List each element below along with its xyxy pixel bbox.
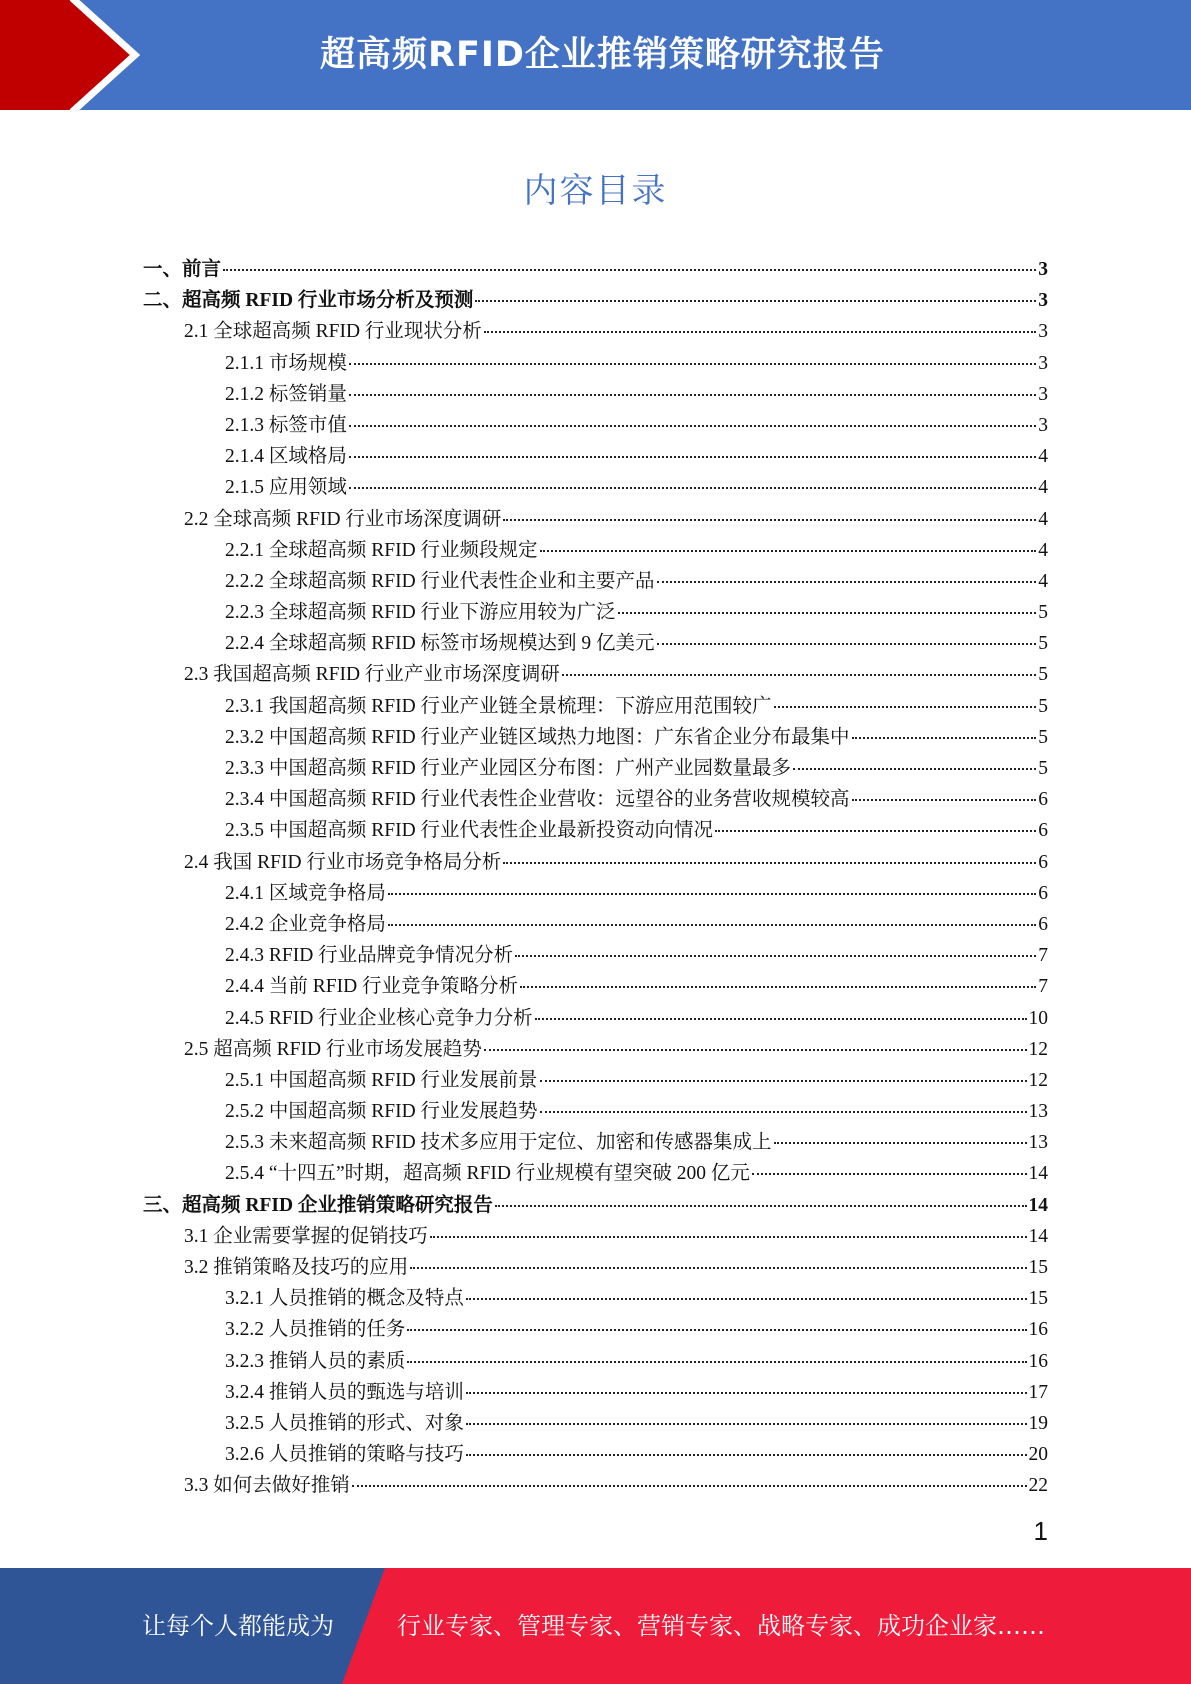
toc-entry-page: 13 [1028, 1132, 1048, 1154]
toc-entry-page: 10 [1028, 1007, 1048, 1029]
toc-entry[interactable] [143, 878, 1048, 909]
toc-entry[interactable] [143, 1127, 1048, 1158]
toc-entry-page: 7 [1038, 976, 1048, 998]
toc-dot-leader [503, 519, 1036, 521]
toc-entry-text: 3.2 推销策略及技巧的应用 [184, 1257, 409, 1278]
toc-entry-page: 6 [1038, 882, 1048, 904]
toc-entry-page: 19 [1028, 1412, 1048, 1434]
toc-entry-page: 14 [1028, 1194, 1048, 1216]
toc-dot-leader [223, 269, 1036, 271]
toc-entry-page: 7 [1038, 945, 1048, 967]
toc-entry-text: 3.2.1 人员推销的概念及特点 [225, 1288, 464, 1310]
toc-dot-leader [562, 674, 1036, 676]
toc-entry[interactable] [143, 691, 1048, 722]
toc-entry-text: 三、超高频 RFID 企业推销策略研究报告 [143, 1194, 493, 1216]
toc-entry-page: 5 [1038, 664, 1048, 686]
toc-entry-text: 2.1.1 市场规模 [225, 352, 347, 374]
toc-entry-page: 3 [1038, 290, 1048, 312]
toc-entry-text: 3.2.3 推销人员的素质 [225, 1350, 406, 1372]
toc-entry-text: 2.5.1 中国超高频 RFID 行业发展前景 [225, 1069, 538, 1091]
toc-entry-page: 5 [1038, 726, 1048, 748]
toc-dot-leader [466, 1454, 1027, 1456]
toc-entry-text: 一、前言 [143, 259, 222, 280]
toc-entry[interactable] [143, 472, 1048, 503]
toc-entry-text: 2.3.4 中国超高频 RFID 行业代表性企业营收：远望谷的业务营收规模较高 [225, 789, 850, 811]
toc-dot-leader [388, 893, 1036, 895]
toc-entry[interactable] [143, 348, 1048, 379]
toc-dot-leader [475, 300, 1036, 302]
toc-entry-text: 2.3.2 中国超高频 RFID 行业产业链区域热力地图：广东省企业分布最集中 [225, 726, 850, 748]
toc-entry-page: 5 [1038, 602, 1048, 624]
toc-entry[interactable] [143, 659, 1048, 690]
toc-entry-text: 2.2.3 全球超高频 RFID 行业下游应用较为广泛 [225, 602, 616, 624]
toc-entry[interactable] [143, 597, 1048, 628]
toc-entry-page: 4 [1038, 539, 1048, 561]
footer-slogan-left: 让每个人都能成为 [142, 1612, 334, 1640]
toc-entry-text: 2.4.4 当前 RFID 行业竞争策略分析 [225, 976, 519, 998]
toc-entry-page: 5 [1038, 758, 1048, 779]
toc-dot-leader [520, 986, 1036, 988]
toc-entry-page: 17 [1028, 1381, 1048, 1403]
toc-dot-leader [388, 924, 1036, 926]
toc-entry[interactable] [143, 254, 1048, 285]
toc-dot-leader [540, 550, 1037, 552]
toc-entry[interactable] [143, 971, 1048, 1002]
toc-entry-text: 2.1 全球超高频 RFID 行业现状分析 [184, 321, 482, 343]
red-arrow-decoration [0, 0, 160, 110]
toc-entry-text: 2.4.2 企业竞争格局 [225, 913, 386, 935]
toc-entry[interactable] [143, 285, 1048, 316]
toc-entry-page: 3 [1038, 259, 1048, 280]
toc-entry[interactable] [143, 410, 1048, 441]
toc-entry-text: 2.2.1 全球超高频 RFID 行业频段规定 [225, 539, 538, 561]
toc-entry[interactable] [143, 753, 1048, 784]
toc-entry[interactable] [143, 1470, 1048, 1501]
header-banner [0, 0, 1191, 110]
toc-entry-text: 2.1.2 标签销量 [225, 383, 347, 405]
toc-entry[interactable] [143, 1314, 1048, 1345]
toc-entry[interactable] [143, 784, 1048, 815]
toc-dot-leader [657, 581, 1037, 583]
toc-entry[interactable] [143, 1439, 1048, 1470]
toc-entry-text: 2.4.5 RFID 行业企业核心竞争力分析 [225, 1007, 533, 1029]
toc-entry-page: 4 [1038, 446, 1048, 468]
toc-entry[interactable] [143, 1346, 1048, 1377]
toc-entry[interactable] [143, 1096, 1048, 1127]
toc-entry-text: 2.5.2 中国超高频 RFID 行业发展趋势 [225, 1101, 538, 1123]
toc-entry-text: 2.1.4 区域格局 [225, 446, 347, 468]
toc-dot-leader [410, 1267, 1026, 1269]
toc-dot-leader [466, 1392, 1027, 1394]
toc-entry-text: 2.5 超高频 RFID 行业市场发展趋势 [184, 1038, 482, 1060]
toc-entry[interactable] [143, 847, 1048, 878]
toc-entry[interactable] [143, 1377, 1048, 1408]
toc-entry-page: 15 [1028, 1288, 1048, 1310]
toc-entry-page: 6 [1038, 851, 1048, 873]
toc-entry[interactable] [143, 815, 1048, 846]
toc-entry-text: 2.2.2 全球超高频 RFID 行业代表性企业和主要产品 [225, 570, 655, 592]
toc-entry-text: 3.2.2 人员推销的任务 [225, 1319, 406, 1341]
toc-dot-leader [352, 1485, 1027, 1487]
toc-entry-page: 13 [1028, 1101, 1048, 1123]
toc-entry-text: 3.2.5 人员推销的形式、对象 [225, 1412, 464, 1434]
toc-entry[interactable] [143, 1158, 1048, 1189]
toc-entry-page: 14 [1028, 1163, 1048, 1185]
toc-entry-text: 2.3.5 中国超高频 RFID 行业代表性企业最新投资动向情况 [225, 820, 714, 842]
toc-dot-leader [752, 1173, 1027, 1175]
toc-entry-page: 4 [1038, 570, 1048, 592]
toc-entry[interactable] [143, 1283, 1048, 1314]
toc-entry[interactable] [143, 441, 1048, 472]
toc-dot-leader [407, 1361, 1026, 1363]
toc-entry-text: 2.3.1 我国超高频 RFID 行业产业链全景梳理：下游应用范围较广 [225, 695, 772, 717]
toc-entry-text: 2.3.3 中国超高频 RFID 行业产业园区分布图：广州产业园数量最多 [225, 758, 792, 779]
toc-entry-text: 3.2.6 人员推销的策略与技巧 [225, 1444, 464, 1466]
toc-entry-page: 3 [1038, 414, 1048, 436]
toc-entry-page: 12 [1028, 1038, 1048, 1060]
toc-entry[interactable] [143, 504, 1048, 535]
toc-entry-text: 3.1 企业需要掌握的促销技巧 [184, 1225, 428, 1247]
toc-entry[interactable] [143, 535, 1048, 566]
toc-entry[interactable] [143, 1065, 1048, 1096]
toc-dot-leader [515, 955, 1036, 957]
toc-entry[interactable] [143, 566, 1048, 597]
table-of-contents [143, 254, 1048, 1502]
toc-entry[interactable] [143, 379, 1048, 410]
toc-entry-text: 2.4 我国 RFID 行业市场竞争格局分析 [184, 851, 502, 873]
toc-entry-page: 4 [1038, 508, 1048, 530]
toc-entry-page: 14 [1028, 1225, 1048, 1247]
toc-entry-page: 16 [1028, 1350, 1048, 1372]
toc-entry-text: 2.3 我国超高频 RFID 行业产业市场深度调研 [184, 664, 560, 686]
toc-entry-page: 5 [1038, 633, 1048, 655]
toc-dot-leader [774, 1142, 1027, 1144]
toc-dot-leader [852, 737, 1037, 739]
toc-entry-page: 3 [1038, 352, 1048, 374]
toc-entry-text: 2.2 全球高频 RFID 行业市场深度调研 [184, 508, 502, 530]
toc-dot-leader [349, 363, 1036, 365]
toc-entry-page: 6 [1038, 789, 1048, 811]
toc-entry-page: 16 [1028, 1319, 1048, 1341]
footer-slogan-right: 行业专家、管理专家、营销专家、战略专家、成功企业家…… [397, 1612, 1045, 1640]
toc-dot-leader [535, 1018, 1027, 1020]
toc-entry-text: 2.2.4 全球超高频 RFID 标签市场规模达到 9 亿美元 [225, 633, 655, 655]
toc-entry-page: 6 [1038, 820, 1048, 842]
toc-entry-text: 2.5.4 “十四五”时期，超高频 RFID 行业规模有望突破 200 亿元 [225, 1163, 750, 1185]
toc-dot-leader [349, 487, 1036, 489]
toc-dot-leader [484, 331, 1036, 333]
toc-dot-leader [657, 643, 1037, 645]
toc-entry[interactable] [143, 909, 1048, 940]
toc-entry-page: 22 [1028, 1475, 1048, 1497]
toc-entry-text: 二、超高频 RFID 行业市场分析及预测 [143, 290, 474, 312]
toc-dot-leader [466, 1423, 1027, 1425]
toc-entry[interactable] [143, 1221, 1048, 1252]
toc-entry[interactable] [143, 1252, 1048, 1283]
toc-entry[interactable] [143, 940, 1048, 971]
toc-entry-page: 15 [1028, 1257, 1048, 1278]
toc-dot-leader [484, 1049, 1027, 1051]
toc-dot-leader [540, 1111, 1027, 1113]
toc-entry[interactable] [143, 722, 1048, 753]
toc-entry[interactable] [143, 316, 1048, 347]
toc-title: 内容目录 [523, 171, 668, 211]
toc-entry-text: 3.2.4 推销人员的甄选与培训 [225, 1381, 464, 1403]
toc-dot-leader [503, 862, 1036, 864]
report-title: 超高频RFID企业推销策略研究报告 [320, 35, 885, 75]
toc-dot-leader [349, 394, 1036, 396]
toc-entry-page: 3 [1038, 383, 1048, 405]
toc-entry[interactable] [143, 628, 1048, 659]
toc-entry-page: 20 [1028, 1444, 1048, 1466]
toc-entry[interactable] [143, 1190, 1048, 1221]
toc-entry-text: 2.1.5 应用领域 [225, 477, 347, 499]
toc-entry-page: 5 [1038, 695, 1048, 717]
toc-entry-page: 4 [1038, 477, 1048, 499]
toc-dot-leader [495, 1205, 1027, 1207]
toc-entry-text: 2.1.3 标签市值 [225, 414, 347, 436]
toc-dot-leader [715, 830, 1036, 832]
toc-entry-text: 2.4.3 RFID 行业品牌竞争情况分析 [225, 945, 514, 967]
footer-banner [0, 1568, 1191, 1684]
toc-dot-leader [793, 768, 1036, 770]
toc-entry-page: 3 [1038, 321, 1048, 343]
toc-entry[interactable] [143, 1003, 1048, 1034]
toc-dot-leader [349, 456, 1036, 458]
toc-entry[interactable] [143, 1034, 1048, 1065]
toc-entry-text: 3.3 如何去做好推销 [184, 1475, 350, 1497]
toc-entry-page: 6 [1038, 913, 1048, 935]
page-number: 1 [1033, 1516, 1048, 1546]
toc-entry-text: 2.5.3 未来超高频 RFID 技术多应用于定位、加密和传感器集成上 [225, 1132, 772, 1154]
toc-entry-page: 12 [1028, 1069, 1048, 1091]
toc-dot-leader [349, 425, 1036, 427]
toc-dot-leader [430, 1236, 1027, 1238]
toc-entry[interactable] [143, 1408, 1048, 1439]
toc-dot-leader [618, 612, 1037, 614]
toc-dot-leader [540, 1080, 1027, 1082]
toc-entry-text: 2.4.1 区域竞争格局 [225, 882, 386, 904]
toc-dot-leader [852, 799, 1037, 801]
toc-dot-leader [407, 1329, 1026, 1331]
toc-dot-leader [774, 706, 1037, 708]
toc-dot-leader [466, 1298, 1027, 1300]
